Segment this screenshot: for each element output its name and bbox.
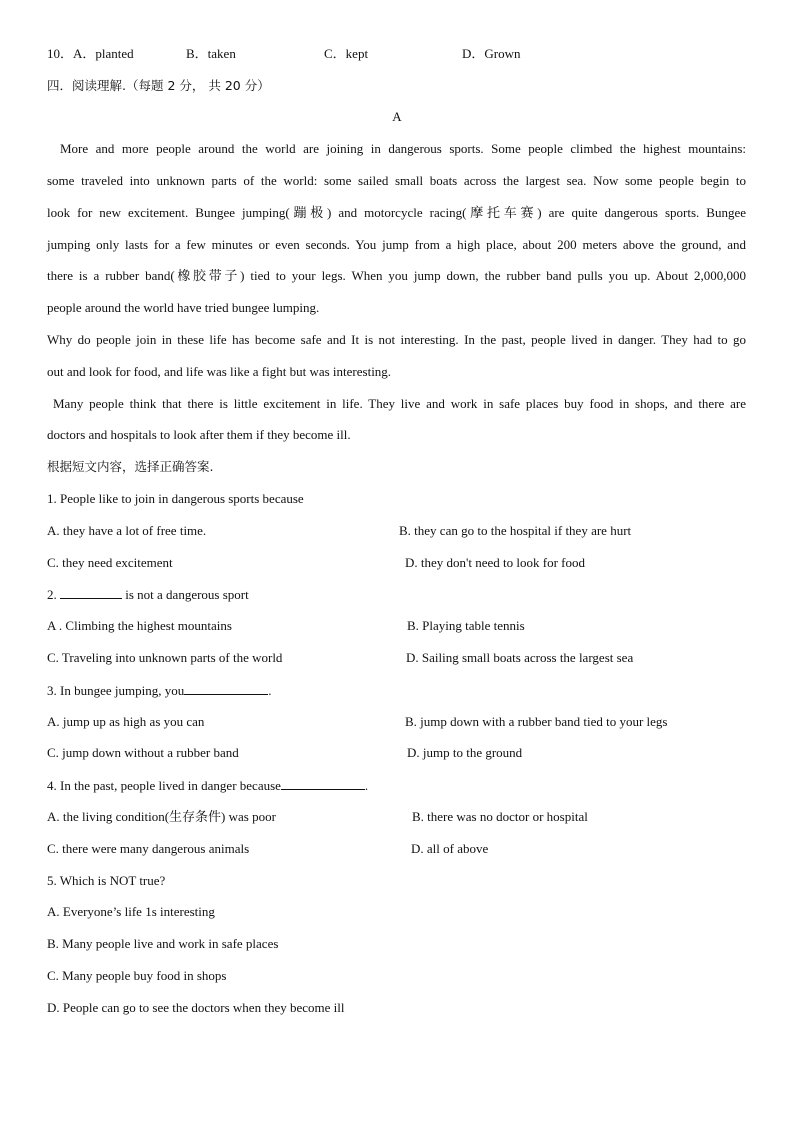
q2-stem-suffix: is not a dangerous sport bbox=[125, 587, 249, 602]
q2-stem-prefix: 2. bbox=[47, 587, 57, 602]
q10-option-d: D．Grown bbox=[462, 46, 521, 61]
q1-stem: 1. People like to join in dangerous sports because bbox=[47, 491, 304, 506]
passage-letter: A bbox=[392, 109, 402, 124]
q5-option-a: A. Everyone’s life 1s interesting bbox=[47, 904, 215, 919]
q4-stem bbox=[47, 775, 368, 795]
q2-option-c: C. Traveling into unknown parts of the world bbox=[47, 650, 283, 665]
q10-option-a: 10．A．planted bbox=[47, 46, 134, 61]
q5-stem: 5. Which is NOT true? bbox=[47, 873, 166, 888]
q4-option-d: D. all of above bbox=[411, 841, 489, 856]
q3-option-b: B. jump down with a rubber band tied to your legs bbox=[405, 714, 668, 729]
q5-option-b: B. Many people live and work in safe places bbox=[47, 936, 279, 951]
q5-option-c: C. Many people buy food in shops bbox=[47, 968, 227, 983]
q4-answer-blank bbox=[281, 775, 365, 790]
q10-option-c: C．kept bbox=[324, 46, 369, 61]
instruction: 根据短文内容，选择正确答案. bbox=[47, 459, 214, 474]
passage-line-4: jumping only lasts for a few minutes or even seconds. You jump from a high place, about 200 meters above the ground, and bbox=[47, 237, 746, 252]
passage-line-3: look for new excitement. Bungee jumping(蹦极) and motorcycle racing(摩托车赛) are quite dangerous sports. Bungee bbox=[47, 205, 746, 220]
q3-option-c: C. jump down without a rubber band bbox=[47, 745, 239, 760]
q2-option-d: D. Sailing small boats across the largest sea bbox=[406, 650, 634, 665]
q4-stem-suffix: . bbox=[364, 778, 369, 793]
passage-line-9: Many people think that there is little excitement in life. They live and work in safe places buy food in shops, and there are bbox=[53, 396, 746, 411]
q4-option-a: A. the living condition(生存条件) was poor bbox=[47, 809, 276, 824]
passage-line-1: More and more people around the world are joining in dangerous sports. Some people climbed the highest mountains: bbox=[60, 141, 746, 156]
q3-stem bbox=[47, 680, 271, 700]
q4-option-b: B. there was no doctor or hospital bbox=[412, 809, 588, 824]
q1-option-a: A. they have a lot of free time. bbox=[47, 523, 207, 538]
passage-line-6: people around the world have tried bungee lumping. bbox=[47, 300, 320, 315]
q2-stem bbox=[47, 584, 249, 604]
q1-option-d: D. they don't need to look for food bbox=[405, 555, 585, 570]
q10-option-b: B．taken bbox=[186, 46, 236, 61]
q2-option-b: B. Playing table tennis bbox=[407, 618, 525, 633]
q3-stem-suffix: . bbox=[268, 683, 272, 698]
q3-option-a: A. jump up as high as you can bbox=[47, 714, 205, 729]
q1-option-b: B. they can go to the hospital if they are hurt bbox=[399, 523, 632, 538]
q2-answer-blank bbox=[60, 584, 122, 599]
section-heading: 四．阅读理解.（每题 2 分， 共 20 分） bbox=[47, 78, 270, 93]
q3-answer-blank bbox=[184, 680, 268, 695]
q4-stem-prefix: 4. In the past, people lived in danger because bbox=[47, 778, 281, 793]
q1-option-c: C. they need excitement bbox=[47, 555, 173, 570]
passage-line-2: some traveled into unknown parts of the world: some sailed small boats across the largest sea. Now some people begin to bbox=[47, 173, 746, 188]
passage-line-10: doctors and hospitals to look after them if they become ill. bbox=[47, 427, 351, 442]
q3-stem-prefix: 3. In bungee jumping, you bbox=[47, 683, 185, 698]
passage-line-7: Why do people join in these life has become safe and It is not interesting. In the past, people lived in danger. They had to go bbox=[47, 332, 746, 347]
q4-option-c: C. there were many dangerous animals bbox=[47, 841, 250, 856]
q3-option-d: D. jump to the ground bbox=[407, 745, 523, 760]
passage-line-5: there is a rubber band(橡胶带子) tied to your legs. When you jump down, the rubber band pulls you up. About 2,000,000 bbox=[47, 268, 746, 283]
passage-line-8: out and look for food, and life was like a fight but was interesting. bbox=[47, 364, 392, 379]
q5-option-d: D. People can go to see the doctors when they become ill bbox=[47, 1000, 345, 1015]
q2-option-a: A . Climbing the highest mountains bbox=[47, 618, 232, 633]
